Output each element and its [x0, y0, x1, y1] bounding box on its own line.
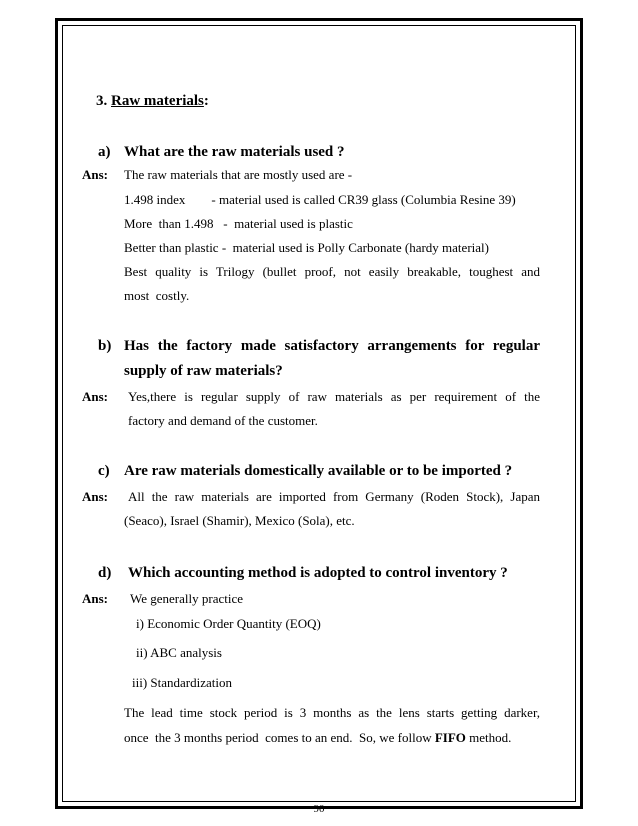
answer-c-label: Ans:	[82, 489, 109, 504]
question-a-letter: a)	[98, 144, 111, 160]
answer-d-para-line-1: The lead time stock period is 3 months as the lens starts getting darker,	[124, 705, 540, 720]
answer-b-label: Ans:	[82, 389, 109, 404]
answer-d-item-3: iii) Standardization	[132, 675, 233, 690]
answer-d-label: Ans:	[82, 591, 109, 606]
answer-c-line-1: All the raw materials are imported from Germany (Roden Stock), Japan	[128, 489, 540, 504]
answer-d-intro: We generally practice	[130, 591, 243, 606]
answer-a-line-2: More than 1.498 - material used is plastic	[124, 216, 353, 231]
para-text-post: method.	[465, 730, 512, 745]
question-d-text: Which accounting method is adopted to control inventory ?	[128, 565, 508, 581]
answer-d-para-line-2	[124, 730, 511, 746]
answer-a-label: Ans:	[82, 167, 109, 182]
answer-b-line-2: factory and demand of the customer.	[128, 413, 318, 428]
answer-a-line-5: most costly.	[124, 288, 190, 303]
answer-a-intro: The raw materials that are mostly used are -	[124, 167, 353, 182]
answer-b-line-1: Yes,there is regular supply of raw materials as per requirement of the	[128, 389, 540, 404]
section-colon: :	[203, 93, 209, 109]
answer-a-line-3: Better than plastic - material used is Polly Carbonate (hardy material)	[124, 240, 489, 255]
answer-a-line-4: Best quality is Trilogy (bullet proof, not easily breakable, toughest and	[124, 264, 540, 279]
section-heading	[96, 92, 209, 110]
question-b-letter: b)	[98, 338, 112, 354]
section-number: 3.	[96, 93, 108, 109]
page-number: 90	[313, 803, 325, 815]
question-c-letter: c)	[98, 463, 110, 479]
answer-d-item-2: ii) ABC analysis	[136, 645, 222, 660]
para-text-pre: once the 3 months period comes to an end. So, we follow	[124, 730, 435, 745]
section-title: Raw materials	[111, 93, 204, 109]
question-b-line-2: supply of raw materials?	[124, 363, 283, 379]
answer-a-line-1: 1.498 index - material used is called CR39 glass (Columbia Resine 39)	[124, 192, 516, 207]
question-d-letter: d)	[98, 565, 112, 581]
answer-d-item-1: i) Economic Order Quantity (EOQ)	[136, 616, 321, 631]
question-a-text: What are the raw materials used ?	[124, 144, 345, 160]
question-c-text: Are raw materials domestically available or to be imported ?	[124, 463, 513, 479]
answer-c-line-2: (Seaco), Israel (Shamir), Mexico (Sola), etc.	[124, 513, 355, 528]
question-b-line-1: Has the factory made satisfactory arrangements for regular	[124, 338, 540, 354]
fifo-term: FIFO	[434, 730, 466, 745]
